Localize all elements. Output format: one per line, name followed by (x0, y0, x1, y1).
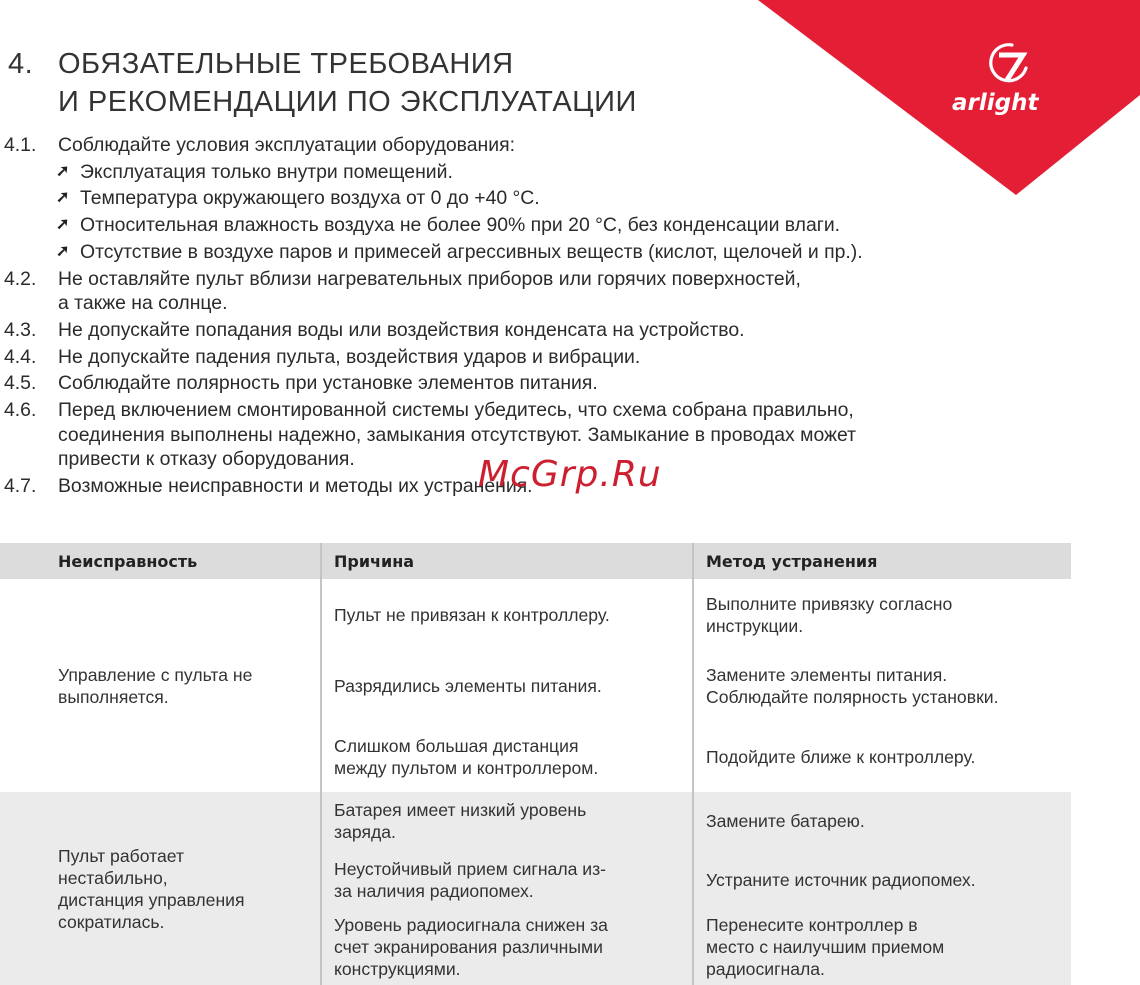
cause-cell (320, 579, 692, 650)
conditions-list (4, 160, 1064, 265)
fix-text: радиосигнала. (706, 958, 825, 979)
list-item (4, 371, 1064, 396)
item-text-cont: соединения выполнены надежно, замыкания отсутствуют. Замыкание в проводах может (58, 423, 857, 446)
item-number: 4.2. (4, 267, 37, 290)
fix-cell (692, 721, 1071, 792)
cause-text: Уровень радиосигнала снижен за (334, 914, 608, 935)
heading-line-1: ОБЯЗАТЕЛЬНЫЕ ТРЕБОВАНИЯ (58, 48, 514, 80)
heading-line-2: И РЕКОМЕНДАЦИИ ПО ЭКСПЛУАТАЦИИ (58, 86, 637, 118)
table-row (320, 792, 1071, 850)
fault-text: сократилась. (58, 911, 165, 932)
watermark: McGrp.Ru (478, 454, 662, 495)
item-number: 4.7. (4, 475, 37, 498)
cause-cell (320, 650, 692, 721)
bullet-item (56, 213, 1064, 238)
header-cause: Причина (320, 543, 692, 579)
fix-text: Замените элементы питания. (706, 664, 948, 685)
bullet-text: Отсутствие в воздухе паров и примесей агрессивных веществ (кислот, щелочей и пр.). (80, 240, 863, 263)
bullet-text: Эксплуатация только внутри помещений. (80, 160, 453, 183)
item-text: Соблюдайте условия эксплуатации оборудования: (58, 134, 515, 156)
list-item (4, 133, 1064, 158)
item-number: 4.1. (4, 134, 37, 156)
fix-text: Соблюдайте полярность установки. (706, 686, 999, 707)
item-text: Не допускайте попадания воды или воздействия конденсата на устройство. (58, 318, 745, 341)
fix-cell (692, 792, 1071, 850)
fix-text: Замените батарею. (706, 811, 865, 832)
fault-text: выполняется. (58, 686, 169, 707)
list-item (4, 318, 1064, 343)
table-row (320, 721, 1071, 792)
fix-text: Устраните источник радиопомех. (706, 869, 976, 890)
arrow-bullet-icon: ➚ (56, 242, 70, 260)
item-text: Не допускайте падения пульта, воздействия ударов и вибрации. (58, 345, 641, 368)
table-row-group (0, 792, 1071, 985)
heading-number: 4. (8, 48, 34, 80)
brand-name: arlight (952, 90, 1039, 116)
cause-text: заряда. (334, 822, 396, 843)
list-item (4, 345, 1064, 370)
item-text: Возможные неисправности и методы их устранения. (58, 475, 533, 498)
item-number: 4.3. (4, 318, 37, 341)
bullet-text: Температура окружающего воздуха от 0 до +40 °C. (80, 187, 540, 210)
fix-text: инструкции. (706, 615, 804, 636)
arrow-bullet-icon: ➚ (56, 162, 70, 180)
requirements-list (4, 133, 1064, 501)
fault-cell (0, 792, 320, 985)
item-text: Перед включением смонтированной системы убедитесь, что схема собрана правильно, (58, 399, 854, 422)
fix-cell (692, 579, 1071, 650)
arrow-bullet-icon: ➚ (56, 216, 70, 234)
fix-text: Выполните привязку согласно (706, 593, 953, 614)
section-heading (8, 45, 637, 121)
fault-cell (0, 579, 320, 792)
item-text: Соблюдайте полярность при установке элементов питания. (58, 372, 598, 395)
bullet-item (56, 240, 1064, 265)
fix-cell (692, 650, 1071, 721)
arlight-logo-icon (990, 42, 1030, 86)
cause-text: конструкциями. (334, 958, 461, 979)
cause-text: Слишком большая дистанция (334, 735, 579, 756)
arrow-bullet-icon: ➚ (56, 189, 70, 207)
cause-text: Пульт не привязан к контроллеру. (334, 604, 610, 625)
item-number: 4.5. (4, 372, 37, 395)
bullet-text: Относительная влажность воздуха не более 90% при 20 °C, без конденсации влаги. (80, 214, 841, 237)
fix-cell (692, 850, 1071, 908)
header-fix: Метод устранения (692, 543, 1071, 579)
fix-cell (692, 909, 1071, 985)
table-row (320, 909, 1071, 985)
cause-text: Батарея имеет низкий уровень (334, 800, 587, 821)
cause-cell (320, 850, 692, 908)
table-row (320, 850, 1071, 908)
fault-text: нестабильно, (58, 867, 168, 888)
cause-text: за наличия радиопомех. (334, 880, 534, 901)
table-header (0, 543, 1071, 579)
cause-text: счет экранирования различными (334, 936, 603, 957)
item-number: 4.6. (4, 399, 37, 422)
table-row-group (0, 579, 1071, 792)
cause-text: Разрядились элементы питания. (334, 675, 602, 696)
fix-text: Подойдите ближе к контроллеру. (706, 746, 976, 767)
fix-text: место с наилучшим приемом (706, 936, 945, 957)
item-number: 4.4. (4, 345, 37, 368)
cause-cell (320, 792, 692, 850)
cause-cell (320, 721, 692, 792)
cause-cell (320, 909, 692, 985)
fault-text: Пульт работает (58, 845, 185, 866)
cause-text: Неустойчивый прием сигнала из- (334, 858, 607, 879)
table-row (320, 579, 1071, 650)
fault-text: дистанция управления (58, 889, 245, 910)
fault-text: Управление с пульта не (58, 664, 253, 685)
cause-text: между пультом и контроллером. (334, 757, 599, 778)
fix-text: Перенесите контроллер в (706, 914, 918, 935)
list-item (4, 267, 1064, 316)
item-text: Не оставляйте пульт вблизи нагревательных приборов или горячих поверхностей, (58, 267, 801, 290)
item-text-cont: привести к отказу оборудования. (58, 448, 355, 471)
item-text-cont: а также на солнце. (58, 292, 228, 315)
table-row (320, 650, 1071, 721)
bullet-item (56, 160, 1064, 185)
header-fault: Неисправность (58, 551, 198, 571)
bullet-item (56, 186, 1064, 211)
troubleshooting-table (0, 543, 1071, 985)
